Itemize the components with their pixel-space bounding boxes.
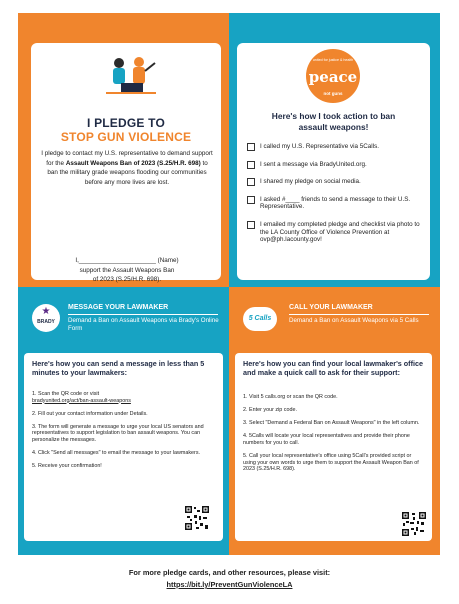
- message-steps-list: [32, 391, 217, 476]
- pledge-card: [31, 43, 221, 284]
- checkbox[interactable]: [247, 143, 255, 151]
- signature-bill-line: of 2023 (S.25/H.R. 698).: [92, 276, 162, 284]
- checklist-item[interactable]: [247, 178, 423, 186]
- brady-logo-text: BRADY: [37, 319, 55, 325]
- message-steps-card: [24, 353, 223, 541]
- people-illustration-icon: [101, 53, 161, 99]
- message-section-title: Here's how you can send a message in less than 5 minutes to your lawmakers:: [32, 359, 205, 377]
- signature-name-line: I,______________________ (Name): [75, 257, 179, 264]
- step-item: 4. Click "Send all messages" to email the message to your lawmakers.: [32, 450, 201, 457]
- pledge-text-end: to ban the military grade weapons flooding our communities before any more lives are lost.: [47, 159, 208, 186]
- checklist-item-label: I sent a message via BradyUnited.org.: [260, 160, 367, 168]
- divider: [68, 314, 218, 315]
- action-checklist: [247, 143, 423, 254]
- step-item: 4. 5Calls will locate your local representatives and provide their phone numbers for you to call.: [243, 433, 410, 446]
- step-item: 5. Receive your confirmation!: [32, 463, 102, 470]
- message-lawmaker-sub: Demand a Ban on Assault Weapons via Brady's Online Form: [68, 317, 219, 332]
- step-item: 3. Select "Demand a Federal Ban on Assault Weapons" in the left column.: [243, 420, 420, 427]
- divider: [289, 314, 429, 315]
- qr-code-icon[interactable]: [401, 511, 427, 537]
- call-lawmaker-heading: CALL YOUR LAWMAKER: [289, 304, 373, 311]
- checkbox[interactable]: [247, 178, 255, 186]
- pledge-text: [41, 149, 213, 187]
- signature-block: [41, 256, 213, 285]
- peace-logo-icon: [305, 48, 361, 104]
- five-calls-logo-icon: 5 Calls: [243, 307, 277, 331]
- action-title-line1: Here's how I took action to ban: [271, 111, 396, 121]
- action-title-line2: assault weapons!: [298, 121, 369, 132]
- signature-support-line: support the Assault Weapons Ban: [79, 266, 175, 274]
- step-item: 1. Visit 5 calls.org or scan the QR code.: [243, 394, 338, 400]
- brady-form-link[interactable]: bradyunited.org/act/ban-assault-weapons: [32, 397, 131, 404]
- checklist-item-label: I asked #____ friends to send a message to their U.S. Representative.: [260, 195, 411, 211]
- step-text: 1. Scan the QR code or visit: [32, 391, 100, 397]
- star-icon: ★: [41, 306, 51, 317]
- footer-link[interactable]: https://bit.ly/PreventGunViolenceLA: [166, 580, 293, 589]
- checklist-item-label: I called my U.S. Representative via 5Calls.: [260, 143, 379, 150]
- call-lawmaker-sub: Demand a Ban on Assault Weapons via 5 Calls: [289, 317, 419, 324]
- peace-logo-arc-bottom: not guns: [323, 91, 343, 96]
- checklist-item[interactable]: [247, 143, 423, 151]
- pledge-title-line1: I PLEDGE TO: [87, 116, 165, 130]
- checklist-item-label: I shared my pledge on social media.: [260, 178, 361, 186]
- pledge-sheet: [18, 13, 440, 555]
- message-lawmaker-heading: MESSAGE YOUR LAWMAKER: [68, 304, 169, 311]
- step-item: 2. Enter your zip code.: [243, 407, 297, 414]
- call-steps-card: [235, 353, 432, 541]
- pledge-title-line2: STOP GUN VIOLENCE: [60, 130, 192, 144]
- step-item: 5. Call your local representative's office using 5Call's provided script or using your own words to urge them to support the Assault Weapon Ban of 2023 (S.25/H.R. 698).: [243, 452, 419, 473]
- step-item: 3. The form will generate a message to urge your local US senators and representatives to support legislation to ban assault weapons. You can personalize the messages.: [32, 423, 204, 443]
- checkbox[interactable]: [247, 196, 255, 204]
- checkbox[interactable]: [247, 221, 255, 229]
- pledge-text-bill: Assault Weapons Ban of 2023 (S.25/H.R. 698): [65, 159, 201, 167]
- action-title: [243, 111, 424, 132]
- pledge-text-start: I pledge to contact my U.S. representative to demand support for the: [41, 150, 213, 167]
- checkbox[interactable]: [247, 161, 255, 169]
- call-section-title: Here's how you can find your local lawmaker's office and make a quick call to ask for their support:: [243, 359, 423, 377]
- checklist-item-label: I emailed my completed pledge and checklist via photo to the LA County Office of Violence Prevention at ovp@ph.lacounty.gov!: [260, 220, 420, 244]
- call-steps-list: [243, 394, 425, 479]
- checklist-item[interactable]: [247, 161, 423, 169]
- peace-logo-arc-top: united for justice & health: [312, 58, 354, 62]
- checklist-item[interactable]: [247, 221, 423, 244]
- brady-logo-icon: [32, 304, 60, 332]
- peace-logo-word: peace: [308, 68, 358, 86]
- qr-code-icon[interactable]: [184, 505, 210, 531]
- checklist-item[interactable]: [247, 196, 423, 211]
- step-item: 2. Fill out your contact information under Details.: [32, 410, 148, 417]
- action-checklist-card: [237, 43, 430, 280]
- step-item: [32, 391, 217, 404]
- footer-text: For more pledge cards, and other resources, please visit:: [128, 568, 331, 577]
